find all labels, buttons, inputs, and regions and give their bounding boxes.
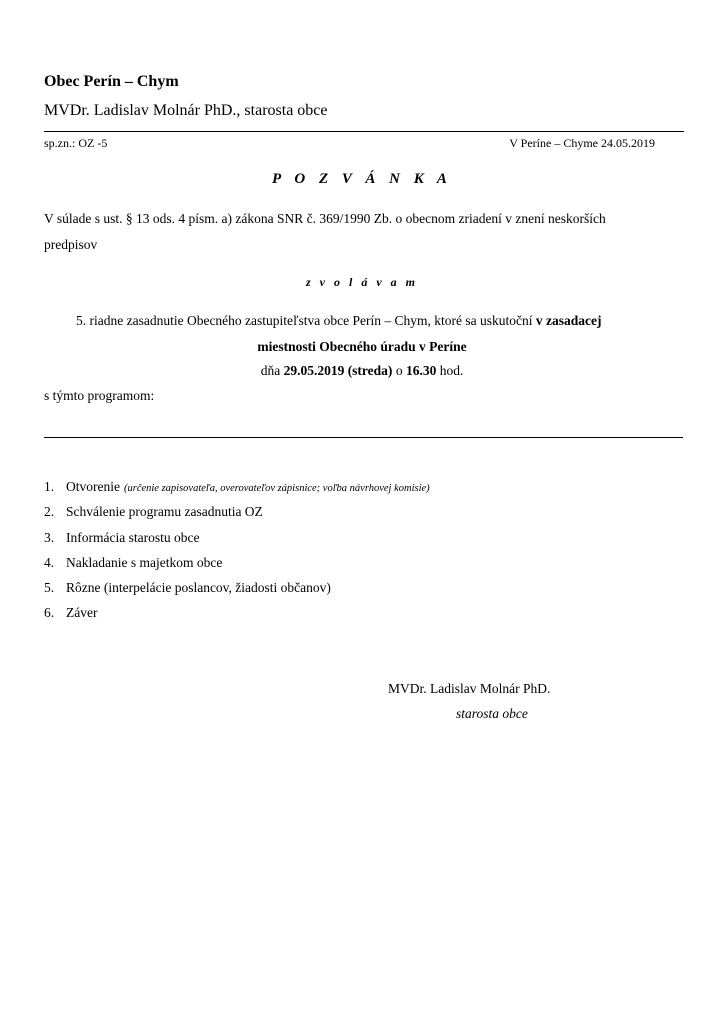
session-text: 5. riadne zasadnutie Obecného zastupiteľstva obce Perín – Chym, ktoré sa uskutoční bbox=[76, 313, 536, 328]
agenda-item-text: Schválenie programu zasadnutia OZ bbox=[66, 504, 263, 520]
signatory-role: starosta obce bbox=[456, 706, 528, 721]
place-and-date: V Períne – Chyme 24.05.2019 bbox=[509, 136, 655, 150]
agenda-item-note: (určenie zapisovateľa, overovateľov zápisnice; voľba návrhovej komisie) bbox=[123, 483, 430, 494]
agenda-item-text: Informácia starostu obce bbox=[66, 529, 200, 545]
agenda-list bbox=[44, 477, 430, 629]
program-divider bbox=[44, 437, 683, 438]
agenda-item-number: 5. bbox=[44, 580, 55, 596]
mayor-line: MVDr. Ladislav Molnár PhD., starosta obce bbox=[44, 102, 328, 119]
agenda-item bbox=[44, 477, 430, 502]
signatory-name: MVDr. Ladislav Molnár PhD. bbox=[388, 681, 551, 696]
agenda-item-text: Záver bbox=[66, 605, 98, 621]
program-intro: s týmto programom: bbox=[44, 388, 155, 403]
legal-basis-line-1: V súlade s ust. § 13 ods. 4 písm. a) zákona SNR č. 369/1990 Zb. o obecnom zriadení v znení neskorších bbox=[44, 211, 606, 226]
header-divider bbox=[44, 131, 684, 132]
date-prefix: dňa bbox=[260, 363, 284, 378]
agenda-item-text: Otvorenie bbox=[66, 479, 120, 494]
session-datetime bbox=[0, 363, 724, 379]
municipality-name: Obec Perín – Chym bbox=[44, 73, 179, 90]
agenda-item bbox=[44, 578, 430, 603]
time-suffix: hod. bbox=[436, 363, 464, 378]
session-venue-start: v zasadacej bbox=[535, 313, 602, 328]
agenda-item-number: 6. bbox=[44, 605, 55, 621]
agenda-item bbox=[44, 528, 430, 553]
session-time: 16.30 bbox=[405, 363, 437, 378]
convene-heading: z v o l á v a m bbox=[306, 275, 418, 289]
agenda-item bbox=[44, 603, 430, 628]
time-prefix: o bbox=[392, 363, 406, 378]
document-title: P O Z V Á N K A bbox=[272, 171, 452, 187]
agenda-item-number: 2. bbox=[44, 504, 55, 520]
session-date: 29.05.2019 (streda) bbox=[283, 363, 393, 378]
reference-number: sp.zn.: OZ -5 bbox=[44, 136, 108, 150]
agenda-item-number: 3. bbox=[44, 529, 55, 545]
session-venue: miestnosti Obecného úradu v Períne bbox=[257, 339, 467, 354]
agenda-item-number: 1. bbox=[44, 479, 55, 494]
agenda-item-text: Nakladanie s majetkom obce bbox=[66, 554, 223, 570]
agenda-item-text: Rôzne (interpelácie poslancov, žiadosti občanov) bbox=[66, 580, 331, 596]
session-line-1 bbox=[76, 313, 601, 329]
legal-basis-line-2: predpisov bbox=[44, 237, 98, 252]
agenda-item bbox=[44, 553, 430, 578]
agenda-item bbox=[44, 502, 430, 527]
agenda-item-number: 4. bbox=[44, 554, 55, 570]
